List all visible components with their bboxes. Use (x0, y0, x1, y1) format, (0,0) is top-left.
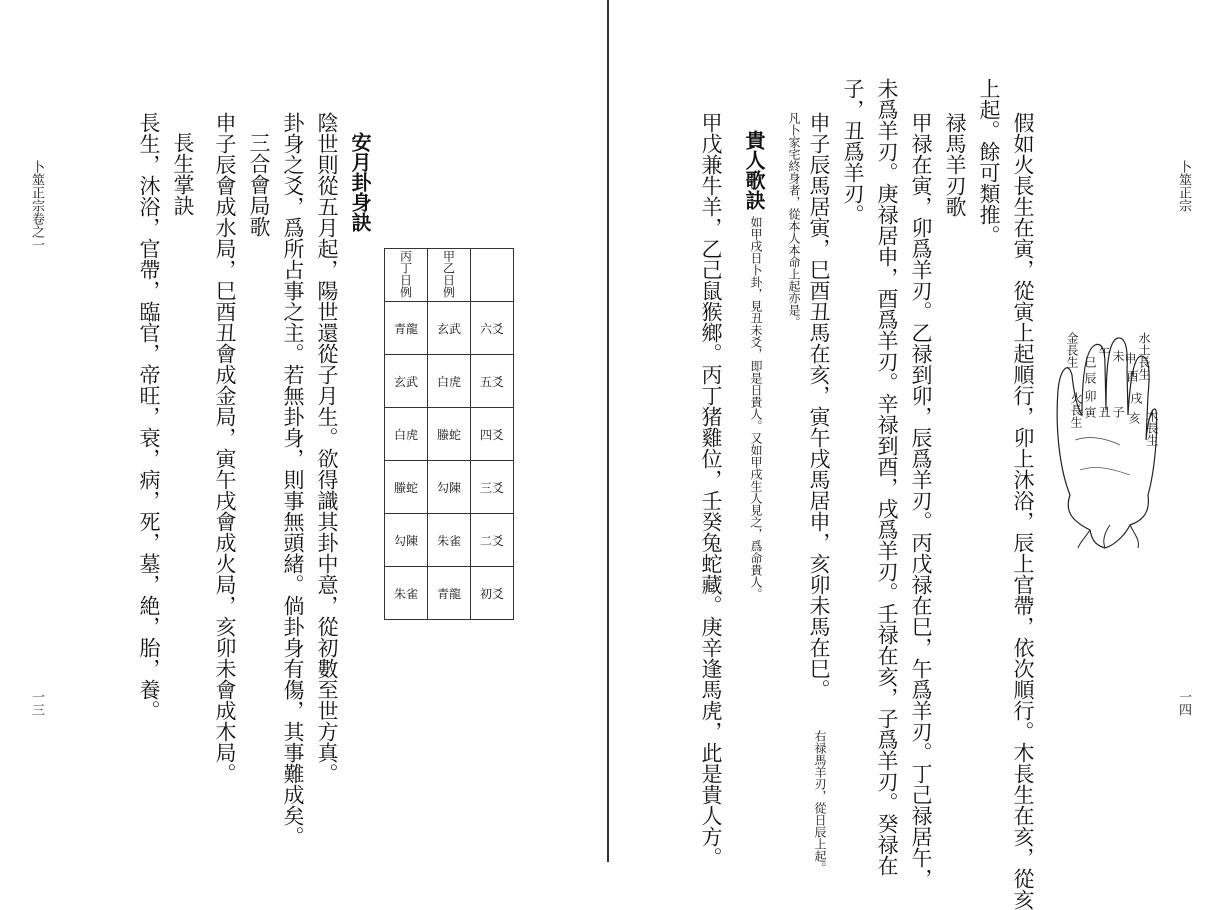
hand-label-shen: 申 (1123, 352, 1137, 364)
table-row (385, 302, 514, 355)
text-column-1: 假如火長生在寅，從寅上起順行，卯上沐浴，辰上官帶，依次順行。木長生在亥，從亥 (1011, 112, 1035, 910)
table-header-cell: 丙丁日例 (385, 249, 428, 302)
hand-label-jin-changsheng: 金長生 (1065, 332, 1079, 368)
table-cell: 朱雀 (385, 567, 428, 620)
section-heading-sanhe: 三合會局歌 (247, 132, 271, 237)
table-cell: 朱雀 (428, 514, 471, 567)
table-row (385, 567, 514, 620)
table-cell: 五爻 (471, 355, 514, 408)
hand-label-mu-changsheng: 木長生 (1145, 410, 1159, 446)
section-heading-anyue-guashen: 安月卦身訣 (348, 132, 372, 232)
hand-label-chou: 丑 (1097, 406, 1111, 418)
hand-label-zi: 子 (1111, 406, 1125, 418)
hand-label-mao: 卯 (1083, 390, 1097, 402)
text-column-9-note: 如甲戌日卜卦，見丑未爻，即是日貴人。又如甲戌生人見之，爲命貴人。 (749, 216, 763, 600)
text-column-9 (744, 130, 784, 730)
table-cell: 白虎 (385, 408, 428, 461)
table-cell: 玄武 (385, 355, 428, 408)
page-number-left: 一三 (29, 690, 44, 716)
table-cell: 螣蛇 (385, 461, 428, 514)
section-heading-guiren: 貴人歌訣 (742, 130, 766, 210)
hand-label-huo-changsheng: 火長生 (1069, 392, 1083, 428)
table-row (385, 355, 514, 408)
table-header-cell: 甲乙日例 (428, 249, 471, 302)
running-title-right: 卜筮正宗 (1176, 160, 1191, 212)
section-heading-changsheng-zhang: 長生掌訣 (171, 132, 195, 216)
table-row (385, 461, 514, 514)
hand-label-hai: 亥 (1127, 412, 1141, 424)
text-column-7 (807, 112, 848, 874)
page-gutter (607, 0, 609, 862)
text-column-7-note: 右禄馬羊刃，從日辰上起。 (813, 730, 827, 874)
text-column-5: 未爲羊刃。庚禄居申，酉爲羊刃。辛禄到酉，戌爲羊刃。壬禄在亥，子爲羊刃。癸禄在 (875, 78, 899, 876)
text-column-l3: 申子辰會成水局，巳酉丑會成金局，寅午戌會成火局，亥卯未會成木局。 (213, 112, 237, 784)
table-cell: 白虎 (428, 355, 471, 408)
table-cell: 青龍 (428, 567, 471, 620)
hand-label-wei: 未 (1111, 350, 1125, 362)
text-column-2: 上起。餘可類推。 (977, 78, 1001, 246)
hand-label-yin: 寅 (1083, 406, 1097, 418)
table-cell: 玄武 (428, 302, 471, 355)
page-number-right: 一四 (1176, 690, 1191, 716)
liushen-table (384, 248, 514, 620)
hand-label-shuitu-changsheng: 水土長生 (1137, 332, 1151, 380)
running-title-left: 卜筮正宗卷之一 (29, 160, 44, 251)
table-row (385, 514, 514, 567)
text-column-7-main: 申子辰馬居寅，巳酉丑馬在亥，寅午戌馬居申，亥卯未馬在巳。 (807, 112, 831, 700)
text-column-6: 子，丑爲羊刃。 (841, 78, 865, 225)
table-cell: 勾陳 (385, 514, 428, 567)
table-cell: 六爻 (471, 302, 514, 355)
table-header-row (385, 249, 514, 302)
hand-label-si: 巳 (1083, 356, 1097, 368)
hand-label-chen: 辰 (1083, 372, 1097, 384)
table-cell: 螣蛇 (428, 408, 471, 461)
text-column-l1: 陰世則從五月起，陽世還從子月生。欲得識其卦中意，從初數至世方真。 (315, 112, 339, 784)
table-cell: 勾陳 (428, 461, 471, 514)
text-column-l4: 長生，沐浴，官帶，臨官，帝旺，衰，病，死，墓，絶，胎，養。 (137, 112, 161, 721)
table-cell: 四爻 (471, 408, 514, 461)
table-cell: 二爻 (471, 514, 514, 567)
hand-label-you: 酉 (1125, 370, 1139, 382)
table-row (385, 408, 514, 461)
text-column-10: 甲戊兼牛羊，乙己鼠猴鄉。丙丁猪雞位，壬癸兔蛇藏。庚辛逢馬虎，此是貴人方。 (699, 112, 723, 868)
hand-label-wu: 午 (1097, 346, 1111, 358)
table-cell: 初爻 (471, 567, 514, 620)
table-cell: 青龍 (385, 302, 428, 355)
text-column-4: 甲禄在寅，卯爲羊刃。乙禄到卯，辰爲羊刃。丙戊禄在巳，午爲羊刃。丁己禄居午， (909, 112, 933, 889)
text-column-l2: 卦身之爻，爲所占事之主。若無卦身，則事無頭緒。倘卦身有傷，其事難成矣。 (281, 112, 305, 847)
table-header-cell (471, 249, 514, 302)
hand-label-xu: 戌 (1129, 392, 1143, 404)
table-cell: 三爻 (471, 461, 514, 514)
section-heading-lumayangren: 禄馬羊刃歌 (943, 112, 967, 217)
text-column-8-note: 凡卜家宅終身者，從本人本命上起亦是。 (787, 112, 801, 328)
